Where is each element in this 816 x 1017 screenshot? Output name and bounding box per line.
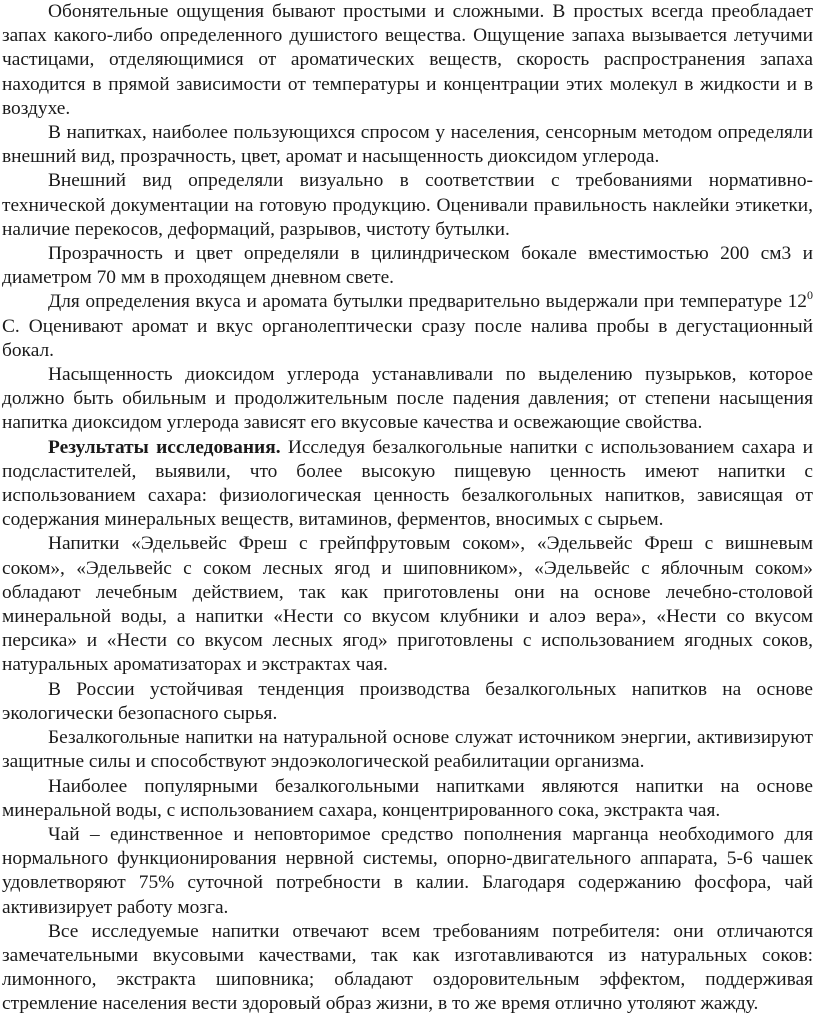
paragraph-research-results [2, 436, 813, 533]
paragraph-transparency-color [2, 242, 813, 290]
paragraph-text: Безалкогольные напитки на натуральной основе служат источником энергии, активизируют защитные силы и способствуют эндоэкологической реабилитации организма. [2, 727, 813, 773]
paragraph-popular-drinks [2, 775, 813, 823]
degree-superscript: 0 [807, 288, 813, 303]
paragraph-text: С. Оценивают аромат и вкус органолептически сразу после налива пробы в дегустационный бокал. [2, 315, 813, 361]
paragraph-text: Чай – единственное и неповторимое средство пополнения марганца необходимого для нормального функционирования нервной системы, опорно-двигательного аппарата, 5-6 чашек удовлетворяют 75% суточной потребности в калии. Благодаря содержанию фосфора, чай активизирует работу мозга. [2, 823, 813, 918]
paragraph-sensory-method [2, 121, 813, 169]
section-heading-results: Результаты исследования. [48, 436, 281, 458]
paragraph-text: Обонятельные ощущения бывают простыми и сложными. В простых всегда преобладает запах какого-либо определенного душистого вещества. Ощущение запаха вызывается летучими частицами, отделяющимися от ароматических веществ, скорость распространения запаха находится в прямой зависимости от температуры и концентрации этих молекул в жидкости и в воздухе. [2, 1, 813, 119]
paragraph-carbon-dioxide [2, 363, 813, 436]
paragraph-text: Для определения вкуса и аромата бутылки предварительно выдержали при температуре 12 [48, 291, 807, 313]
paragraph-text: Напитки «Эдельвейс Фреш с грейпфрутовым соком», «Эдельвейс Фреш с вишневым соком», «Эдельвейс с соком лесных ягод и шиповником», «Эдельвейс с яблочным соком» обладают лечебным действием, так как приготовлены они на основе лечебно-столовой минеральной воды, а напитки «Нести со вкусом клубники и алоэ вера», «Нести со вкусом персика» и «Нести со вкусом лесных ягод» приготовлены с использованием ягодных соков, натуральных ароматизаторах и экстрактах чая. [2, 533, 813, 676]
paragraph-text: Исследуя безалкогольные напитки с использованием сахара и подсластителей, выявили, что более высокую пищевую ценность имеют напитки с использованием сахара: физиологическая ценность безалкогольных напитков, зависящая от содержания минеральных веществ, витаминов, ферментов, вносимых с сырьем. [2, 436, 814, 531]
paragraph-text: В России устойчивая тенденция производства безалкогольных напитков на основе экологически безопасного сырья. [2, 678, 813, 724]
paragraph-text: Прозрачность и цвет определяли в цилиндрическом бокале вместимостью 200 см3 и диаметром 70 мм в проходящем дневном свете. [2, 243, 813, 289]
paragraph-appearance [2, 169, 813, 242]
paragraph-conclusion [2, 920, 813, 1017]
paragraph-taste-aroma [2, 290, 813, 363]
paragraph-edelweiss-nesti [2, 532, 813, 677]
paragraph-text: Все исследуемые напитки отвечают всем требованиям потребителя: они отличаются замечательными вкусовыми качествами, так как изготавливаются из натуральных соков: лимонного, экстракта шиповника; обладают оздоровительным эффектом, поддерживая стремление населения вести здоровый образ жизни, в то же время отлично утоляют жажду. [2, 920, 813, 1015]
paragraph-text: Насыщенность диоксидом углерода устанавливали по выделению пузырьков, которое должно быть обильным и продолжительным после падения давления; от степени насыщения напитка диоксидом углерода зависят его вкусовые качества и освежающие свойства. [2, 364, 813, 434]
paragraph-text: Внешний вид определяли визуально в соответствии с требованиями нормативно-технической документации на готовую продукцию. Оценивали правильность наклейки этикетки, наличие перекосов, деформаций, разрывов, чистоту бутылки. [2, 170, 813, 240]
paragraph-text: Наиболее популярными безалкогольными напитками являются напитки на основе минеральной воды, с использованием сахара, концентрированного сока, экстракта чая. [2, 775, 813, 821]
paragraph-text: В напитках, наиболее пользующихся спросом у населения, сенсорным методом определяли внешний вид, прозрачность, цвет, аромат и насыщенность диоксидом углерода. [2, 122, 813, 168]
paragraph-olfactory-sensations [2, 0, 813, 121]
paragraph-tea [2, 823, 813, 920]
paragraph-russia-trend [2, 678, 813, 726]
paragraph-natural-drinks [2, 726, 813, 774]
